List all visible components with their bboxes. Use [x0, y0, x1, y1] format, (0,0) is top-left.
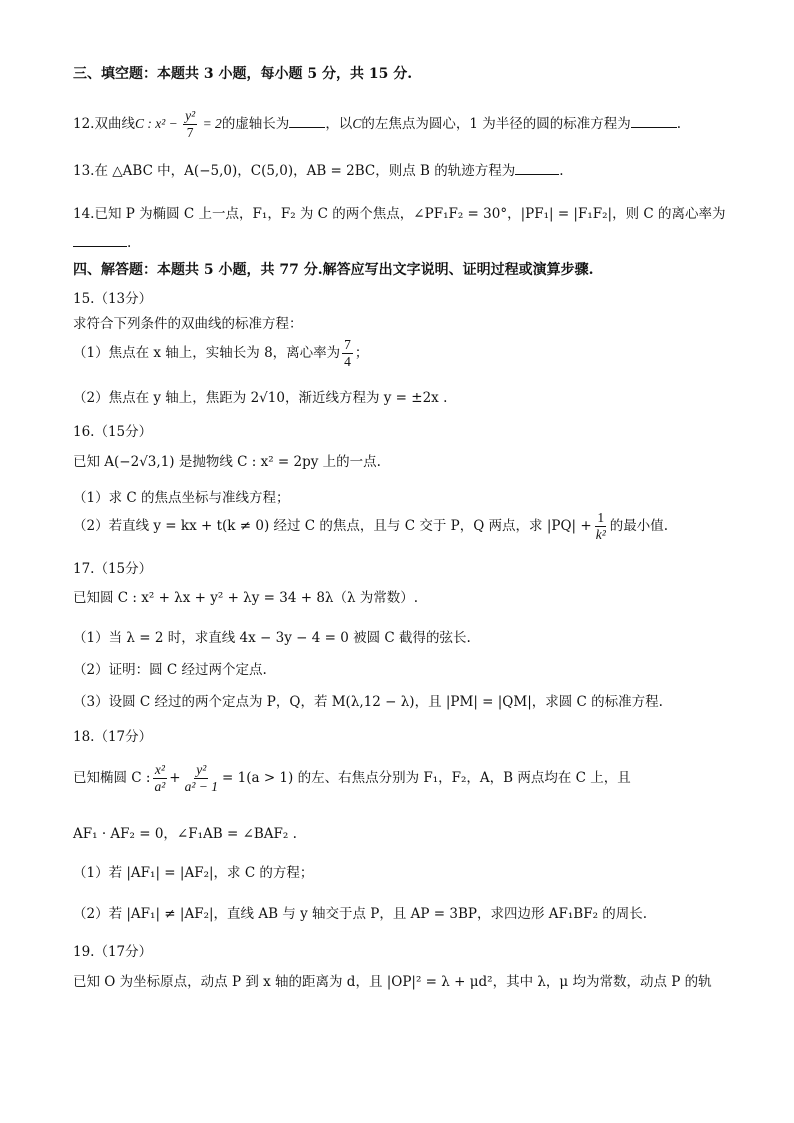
- q12-end: .: [676, 116, 682, 133]
- q18-f1-den: a²: [154, 779, 166, 795]
- q18-fraction-2: [183, 762, 220, 795]
- question-12: [73, 108, 681, 141]
- q12-text1: 的虚轴长为: [221, 116, 290, 133]
- q18-header: 18.（17分）: [73, 729, 153, 745]
- q15-p1-num: 7: [342, 337, 353, 354]
- q16-p2-den: k²: [595, 527, 606, 543]
- q16-p2-num: 1: [595, 510, 606, 527]
- q15-header: 15.（13分）: [73, 291, 153, 307]
- q18-f1-num: x²: [153, 762, 167, 779]
- q15-p1-end: ；: [354, 345, 369, 362]
- q15-intro: 求符合下列条件的双曲线的标准方程：: [73, 316, 303, 332]
- q13-end: .: [559, 163, 564, 179]
- q12-answer-blank-1[interactable]: [289, 115, 325, 128]
- q12-prefix: 12.双曲线: [73, 116, 135, 133]
- q15-part-2: （2）焦点在 y 轴上，焦距为 2√10，渐近线方程为 y = ±2x .: [73, 390, 448, 406]
- section-4-title: 四、解答题：本题共 5 小题，共 77 分.解答应写出文字说明、证明过程或演算步骤.: [73, 262, 594, 278]
- q14-text: 14.已知 P 为椭圆 C 上一点，F₁，F₂ 为 C 的两个焦点，∠PF₁F₂ = 30°，|PF₁| = |F₁F₂|，则 C 的离心率为: [73, 206, 726, 222]
- question-14: [73, 202, 726, 222]
- q19-header: 19.（17分）: [73, 944, 153, 960]
- q12-text4: 的左焦点为圆心，1 为半径的圆的标准方程为: [361, 116, 631, 133]
- q18-fraction-1: [152, 762, 167, 795]
- q15-p1-den: 4: [344, 354, 351, 370]
- question-13: [73, 159, 564, 179]
- q18-part-2: （2）若 |AF₁| ≠ |AF₂|，直线 AB 与 y 轴交于点 P，且 AP = 3BP，求四边形 AF₁BF₂ 的周长.: [73, 906, 648, 922]
- q15-part-1: [73, 337, 368, 370]
- q13-answer-blank[interactable]: [515, 162, 559, 175]
- section-3-title: 三、填空题：本题共 3 小题，每小题 5 分，共 15 分.: [73, 66, 413, 82]
- q12-text2: ，以: [325, 116, 353, 133]
- q18-intro-b: = 1(a > 1) 的左、右焦点分别为 F₁，F₂，A，B 两点均在 C 上，且: [222, 770, 631, 787]
- q17-part-3: （3）设圆 C 经过的两个定点为 P，Q，若 M(λ,12 − λ)，且 |PM| = |QM|，求圆 C 的标准方程.: [73, 694, 663, 710]
- q16-part-1: （1）求 C 的焦点坐标与准线方程；: [73, 490, 290, 506]
- q17-part-1: （1）当 λ = 2 时，求直线 4x − 3y − 4 = 0 被圆 C 截得的弦长.: [73, 630, 471, 646]
- q16-p2-end: 的最小值.: [609, 518, 669, 535]
- q12-frac-den: 7: [186, 125, 194, 141]
- q18-plus: +: [169, 770, 181, 787]
- q17-intro: 已知圆 C : x² + λx + y² + λy = 34 + 8λ（λ 为常数）.: [73, 590, 419, 606]
- q19-text: 已知 O 为坐标原点，动点 P 到 x 轴的距离为 d，且 |OP|² = λ + μd²，其中 λ，μ 均为常数，动点 P 的轨: [73, 974, 712, 990]
- q12-text3: C: [352, 116, 362, 132]
- q12-eq-rhs: = 2: [199, 116, 222, 132]
- q12-fraction: [183, 108, 197, 141]
- q16-p2-fraction: [594, 510, 608, 543]
- q18-f2-num: y²: [194, 762, 208, 779]
- q16-intro: 已知 A(−2√3,1) 是抛物线 C : x² = 2py 上的一点.: [73, 454, 381, 470]
- q17-header: 17.（15分）: [73, 561, 153, 577]
- q18-part-1: （1）若 |AF₁| = |AF₂|，求 C 的方程；: [73, 865, 314, 881]
- q14-end: .: [127, 235, 132, 251]
- q18-intro: [73, 762, 631, 795]
- q16-p2-text: （2）若直线 y = kx + t(k ≠ 0) 经过 C 的焦点，且与 C 交于 P，Q 两点，求 |PQ| +: [73, 518, 592, 535]
- q13-text: 13.在 △ABC 中，A(−5,0)，C(5,0)，AB = 2BC，则点 B 的轨迹方程为: [73, 163, 516, 179]
- q12-frac-num: y²: [183, 108, 197, 125]
- q16-part-2: [73, 510, 668, 543]
- q16-header: 16.（15分）: [73, 424, 153, 440]
- q12-answer-blank-2[interactable]: [631, 115, 677, 128]
- q17-part-2: （2）证明：圆 C 经过两个定点.: [73, 662, 267, 678]
- q12-eq-lhs: C : x² −: [134, 116, 182, 132]
- q18-condition: AF₁ · AF₂ = 0，∠F₁AB = ∠BAF₂ .: [73, 826, 297, 842]
- q15-p1-text: （1）焦点在 x 轴上，实轴长为 8，离心率为: [73, 345, 341, 362]
- q14-answer-blank[interactable]: [73, 234, 127, 247]
- q15-p1-fraction: [342, 337, 353, 370]
- q18-intro-a: 已知椭圆 C :: [73, 770, 151, 787]
- question-14-cont: [73, 234, 131, 251]
- q18-f2-den: a² − 1: [184, 779, 219, 795]
